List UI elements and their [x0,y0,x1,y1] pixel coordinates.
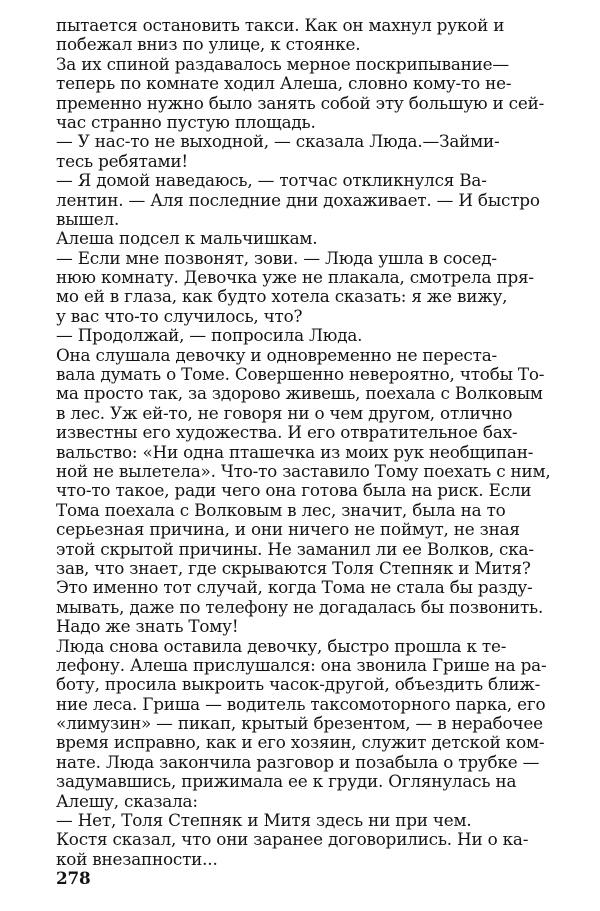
text-line: вала думать о Томе. Совершенно невероятно, чтобы То- [56,364,545,385]
text-line: зав, что знает, где скрываются Толя Степняк и Митя? [56,557,531,578]
page-number: 278 [56,868,91,888]
page-text [56,16,552,869]
text-line: Тома поехала с Волковым в лес, значит, была на то [56,499,506,520]
text-line: известны его художества. И его отвратительное бах- [56,422,518,443]
text-line: вышел. [56,208,120,229]
text-line: лентин. — Аля последние дни дохаживает. — И быстро [56,189,540,210]
text-line: вальство: «Ни одна пташечка из моих рук необщипан- [56,441,534,462]
text-line: пытается остановить такси. Как он махнул рукой и [56,15,505,35]
text-line: кой внезапности... [56,848,218,869]
text-line: Люда снова оставила девочку, быстро прошла к те- [56,635,507,656]
text-line: ние леса. Гриша — водитель таксомоторного парка, его [56,693,546,714]
text-line: у вас что-то случилось, что? [56,305,303,326]
text-line: — Если мне позвонят, зови. — Люда ушла в сосед- [56,247,497,268]
text-line: время исправно, как и его хозяин, служит детской ком- [56,732,545,753]
text-line: Алешу, сказала: [56,790,198,811]
text-line: побежал вниз по улице, к стоянке. [56,34,361,55]
text-line: теперь по комнате ходил Алеша, словно кому-то не- [56,73,512,94]
text-line: пременно нужно было занять собой эту большую и сей- [56,92,545,113]
text-line: что-то такое, ради чего она готова была на риск. Если [56,480,532,501]
text-line: этой скрытой причины. Не заманил ли ее Волков, ска- [56,538,534,559]
text-line: нюю комнату. Девочка уже не плакала, смотрела пря- [56,267,534,288]
text-line: Костя сказал, что они заранее договорились. Ни о ка- [56,829,529,850]
text-line: час странно пустую площадь. [56,111,316,132]
text-line: боту, просила выкроить часок-другой, объездить ближ- [56,674,541,695]
text-line: Она слушала девочку и одновременно не переста- [56,344,497,365]
text-line: нате. Люда закончила разговор и позабыла о трубке — [56,751,540,772]
text-line: Надо же знать Тому! [56,616,239,637]
text-line: — У нас-то не выходной, — сказала Люда.—Займи- [56,131,500,152]
text-line: в лес. Уж ей-то, не говоря ни о чем другом, отлично [56,402,513,423]
text-line: Алеша подсел к мальчишкам. [56,228,318,249]
text-line: мывать, даже по телефону не догадалась бы позвонить. [56,596,544,617]
text-line: — Нет, Толя Степняк и Митя здесь ни при чем. [56,810,472,831]
text-line: — Я домой наведаюсь, — тотчас откликнулся Ва- [56,170,487,191]
text-line: мо ей в глаза, как будто хотела сказать: я же вижу, [56,286,508,307]
text-line: За их спиной раздавалось мерное поскрипывание— [56,53,509,74]
text-line: «лимузин» — пикап, крытый брезентом, — в нерабочее [56,713,543,734]
text-line: ной не вылетела». Что-то заставило Тому поехать с ним, [56,460,551,481]
text-line: — Продолжай, — попросила Люда. [56,325,363,346]
text-line: ма просто так, за здорово живешь, поехала с Волковым [56,383,543,404]
text-line: задумавшись, прижимала ее к груди. Оглянулась на [56,771,517,792]
text-line: лефону. Алеша прислушался: она звонила Грише на ра- [56,654,547,675]
text-line: Это именно тот случай, когда Тома не стала бы разду- [56,577,533,598]
text-line: тесь ребятами! [56,150,188,171]
text-line: серьезная причина, и они ничего не поймут, не зная [56,519,520,540]
